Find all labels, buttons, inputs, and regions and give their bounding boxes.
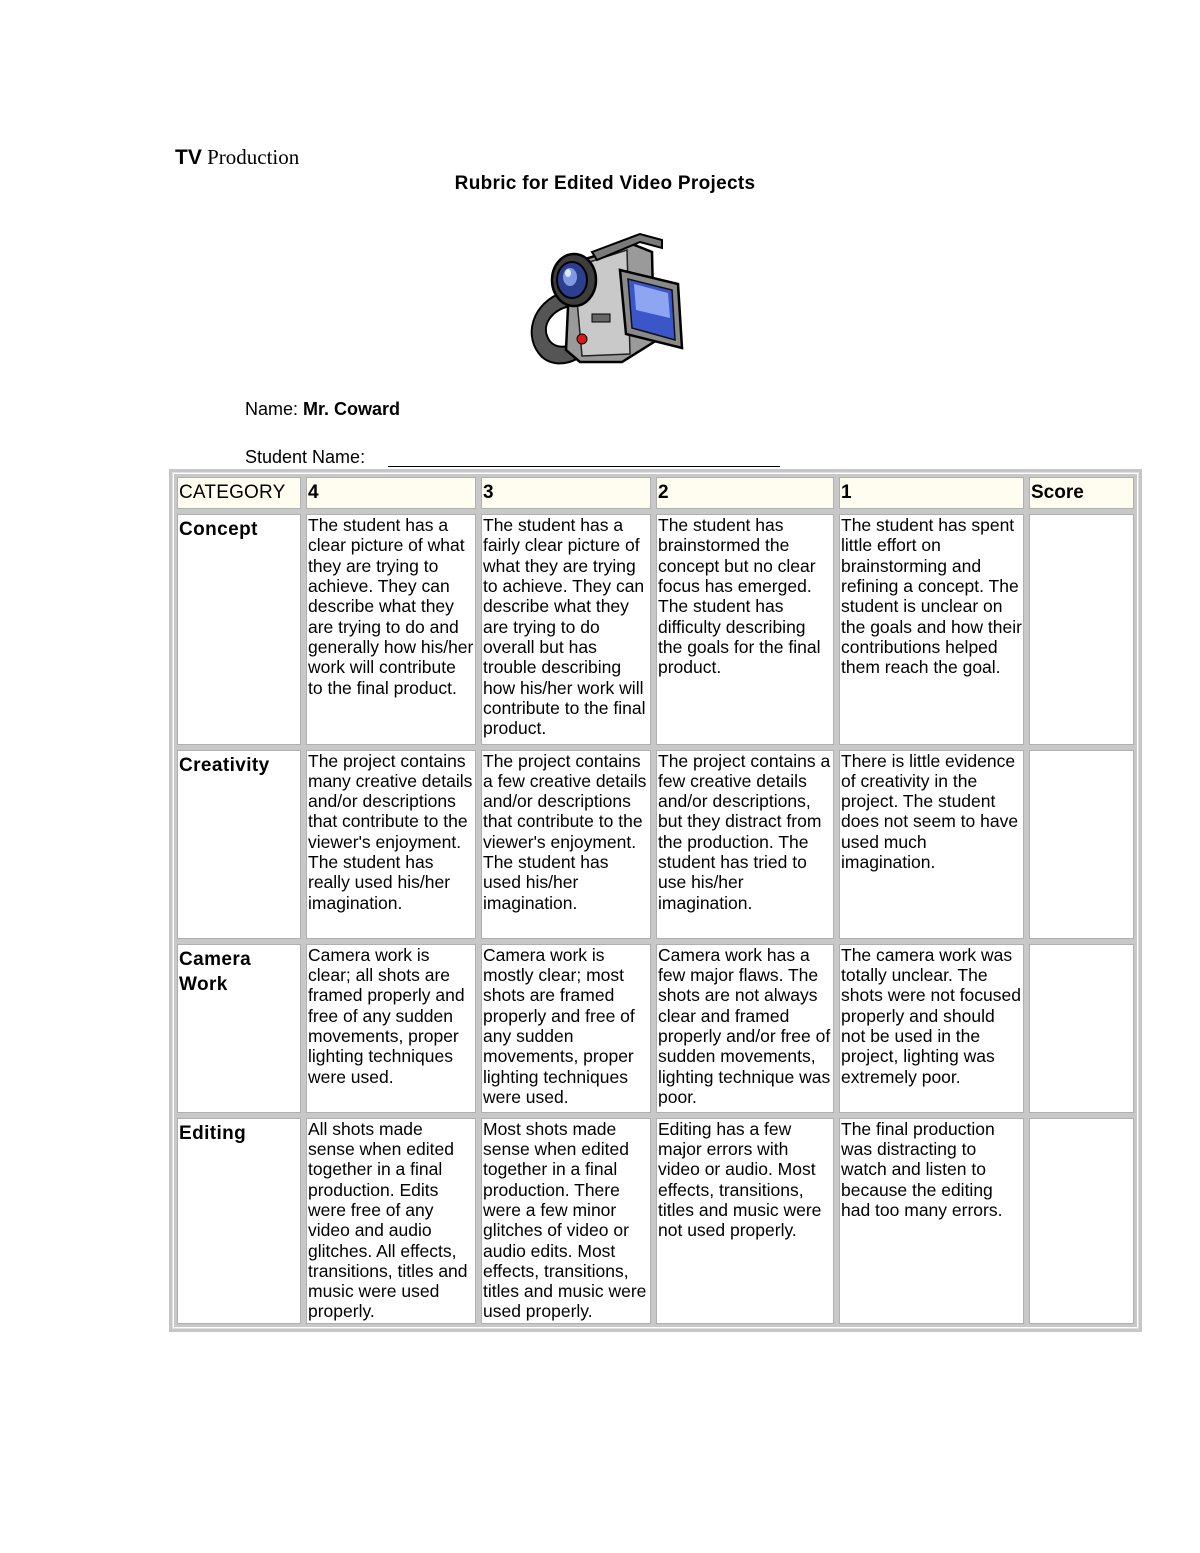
criterion-cell: Camera work is mostly clear; most shots are framed properly and free of any sudden movements, proper lighting techniques were used. (481, 944, 651, 1113)
category-creativity: Creativity (177, 750, 301, 939)
criterion-cell: The project contains a few creative details and/or descriptions, but they distract from the production. The student has tried to use his/her imagination. (656, 750, 834, 939)
criterion-cell: Camera work has a few major flaws. The shots are not always clear and framed properly and/or free of sudden movements, lighting technique was poor. (656, 944, 834, 1113)
video-camera-icon (522, 222, 692, 374)
criterion-cell: Most shots made sense when edited together in a final production. There were a few minor glitches of video or audio edits. Most effects, transitions, titles and music were used properly. (481, 1118, 651, 1324)
criterion-cell: The project contains a few creative details and/or descriptions that contribute to the viewer's enjoyment. The student has used his/her imagination. (481, 750, 651, 939)
course-name-bold: TV (175, 146, 202, 169)
header-score: Score (1029, 477, 1134, 509)
criterion-cell: All shots made sense when edited together in a final production. Edits were free of any video and audio glitches. All effects, transitions, titles and music were used properly. (306, 1118, 476, 1324)
criterion-cell: The student has brainstormed the concept but no clear focus has emerged. The student has difficulty describing the goals for the final product. (656, 514, 834, 744)
student-name-blank-line (388, 466, 780, 467)
category-camera-work: Camera Work (177, 944, 301, 1113)
table-row (177, 750, 1134, 939)
name-label: Name: (245, 399, 299, 419)
category-editing: Editing (177, 1118, 301, 1324)
criterion-cell: The student has spent little effort on brainstorming and refining a concept. The student is unclear on the goals and how their contributions helped them reach the goal. (839, 514, 1024, 744)
score-cell[interactable] (1029, 750, 1134, 939)
name-field (245, 399, 400, 420)
criterion-cell: The final production was distracting to watch and listen to because the editing had too many errors. (839, 1118, 1024, 1324)
criterion-cell: The camera work was totally unclear. The shots were not focused properly and should not be used in the project, lighting was extremely poor. (839, 944, 1024, 1113)
criterion-cell: The student has a fairly clear picture of what they are trying to achieve. They can describe what they are trying to do overall but has trouble describing how his/her work will contribute to the final product. (481, 514, 651, 744)
rubric-table (169, 469, 1142, 1332)
header-score-2: 2 (656, 477, 834, 509)
name-value: Mr. Coward (303, 399, 401, 419)
table-row (177, 944, 1134, 1113)
criterion-cell: The project contains many creative details and/or descriptions that contribute to the viewer's enjoyment. The student has really used his/her imagination. (306, 750, 476, 939)
score-cell[interactable] (1029, 944, 1134, 1113)
rubric-header-row (177, 477, 1134, 509)
header-score-3: 3 (481, 477, 651, 509)
course-name-rest: Production (207, 145, 300, 169)
document-title: Rubric for Edited Video Projects (454, 173, 756, 194)
header-score-1: 1 (839, 477, 1024, 509)
category-concept: Concept (177, 514, 301, 744)
criterion-cell: There is little evidence of creativity in the project. The student does not seem to have used much imagination. (839, 750, 1024, 939)
header-score-4: 4 (306, 477, 476, 509)
criterion-cell: The student has a clear picture of what they are trying to achieve. They can describe what they are trying to do and generally how his/her work will contribute to the final product. (306, 514, 476, 744)
header-category: CATEGORY (177, 477, 301, 509)
score-cell[interactable] (1029, 514, 1134, 744)
student-name-label: Student Name: (245, 447, 366, 467)
course-name (175, 145, 299, 170)
criterion-cell: Editing has a few major errors with video or audio. Most effects, transitions, titles and music were not used properly. (656, 1118, 834, 1324)
score-cell[interactable] (1029, 1118, 1134, 1324)
table-row (177, 1118, 1134, 1324)
table-row (177, 514, 1134, 744)
criterion-cell: Camera work is clear; all shots are framed properly and free of any sudden movements, proper lighting techniques were used. (306, 944, 476, 1113)
